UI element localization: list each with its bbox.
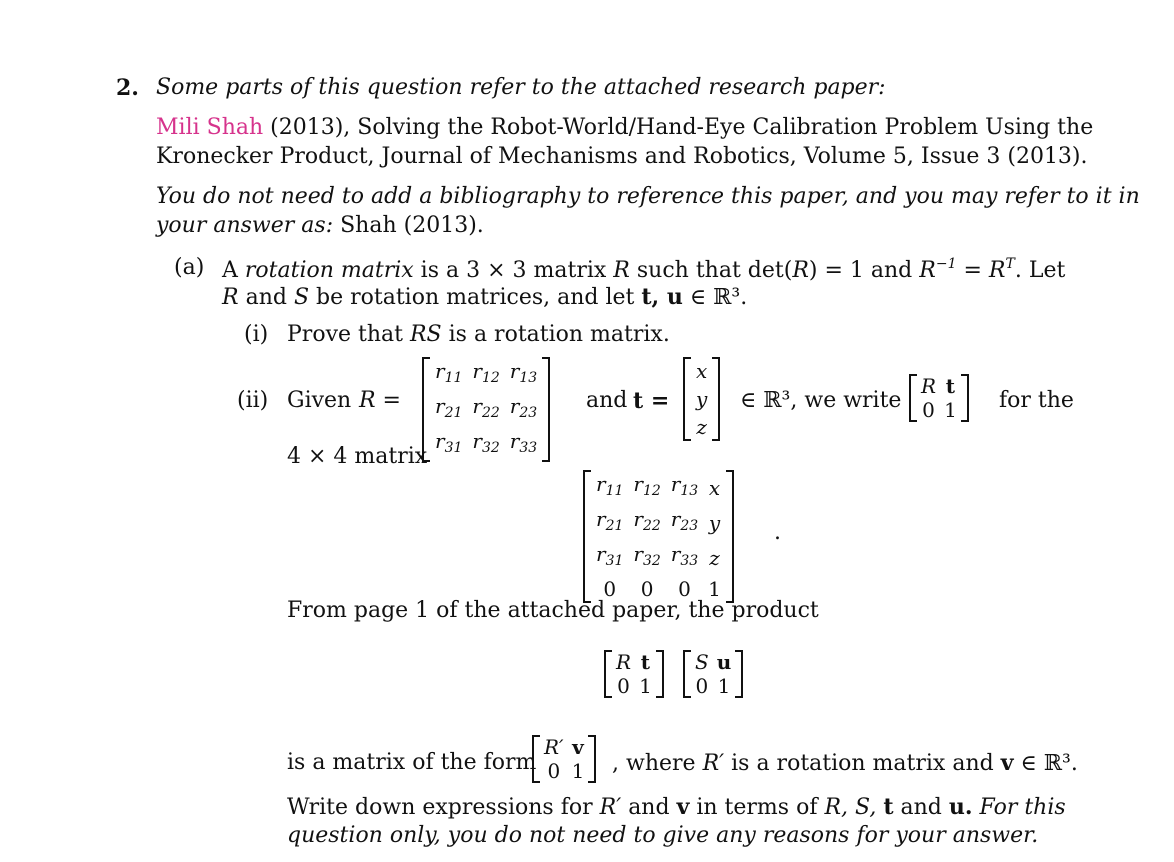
symbol-R-prime: R′ (702, 751, 725, 776)
symbol-R: R, (824, 795, 849, 820)
cell: $r_{12}$ (472, 359, 500, 386)
cell: z (696, 415, 707, 439)
cell: x (708, 475, 721, 500)
text: A (222, 258, 238, 283)
write-down-line (287, 796, 1066, 819)
bracket-right (961, 374, 969, 422)
matrix-t-grid (691, 357, 712, 441)
note-line-1: You do not need to add a bibliography to reference this paper, and you may refer to it in (156, 184, 1140, 209)
cell: 0 (922, 398, 935, 422)
bracket-right (712, 357, 720, 441)
symbol-S: S (293, 285, 310, 310)
part-ii-given: Given (287, 388, 352, 413)
part-a-line-2 (222, 286, 747, 309)
matrix-Su-product (683, 650, 743, 698)
cell: y (708, 510, 721, 535)
cell: t (640, 650, 651, 674)
matrix-R (422, 357, 550, 462)
symbol-t: t (883, 794, 894, 820)
cell: S (695, 650, 709, 674)
cell: $r_{33}$ (670, 542, 699, 569)
cell: R′ (544, 735, 564, 759)
cell: R (616, 650, 632, 674)
cell: $r_{33}$ (509, 429, 538, 456)
bracket-left (583, 470, 591, 603)
symbol-R: R (613, 258, 630, 283)
matrix-t (683, 357, 720, 441)
symbol-R-transpose: $R^T$ (988, 256, 1015, 283)
last-line: question only, you do not need to give any reasons for your answer. (287, 823, 1039, 848)
matrix-Rv-grid (540, 735, 588, 783)
bracket-left (683, 357, 691, 441)
text: Write down expressions for (287, 795, 593, 820)
text: is a rotation matrix and (731, 751, 994, 776)
text: , (612, 751, 619, 776)
text: and (628, 795, 670, 820)
cell: z (709, 545, 720, 570)
cell: 1 (944, 398, 957, 422)
cell: x (696, 359, 708, 383)
part-ii-for-the: for the (999, 388, 1074, 413)
part-i-text (287, 324, 670, 346)
symbol-v: v (1000, 750, 1014, 776)
note-line-2 (156, 215, 484, 237)
bracket-right (542, 357, 550, 462)
text: such that det( (636, 258, 793, 283)
bracket-right (735, 650, 743, 698)
part-ii-line-2: 4 × 4 matrix (287, 444, 428, 469)
cell: u (716, 650, 732, 674)
cell: $r_{22}$ (633, 507, 661, 534)
symbol-R-prime: R′ (599, 795, 622, 820)
cell: $r_{11}$ (435, 359, 463, 386)
text: . Let (1014, 258, 1066, 283)
part-ii-label: (ii) (237, 388, 269, 413)
text: where (626, 751, 696, 776)
cell: 0 (617, 674, 630, 698)
text: in terms of (696, 795, 818, 820)
text: and (900, 795, 942, 820)
cell: 0 (547, 759, 561, 783)
question-number: 2. (116, 75, 139, 101)
cell: $r_{13}$ (509, 359, 538, 386)
matrix-4x4 (583, 470, 734, 603)
bracket-right (726, 470, 734, 603)
cell: $r_{12}$ (633, 472, 661, 499)
cell: 1 (717, 674, 731, 698)
bracket-left (604, 650, 612, 698)
cell: y (696, 387, 708, 411)
form-line-rest (612, 752, 1078, 775)
cell: 0 (603, 577, 617, 601)
bracket-left (909, 374, 917, 422)
symbol-S: S, (855, 795, 877, 820)
matrix-Rt-small (909, 374, 969, 422)
cell: $r_{13}$ (670, 472, 699, 499)
cell: $r_{31}$ (596, 542, 624, 569)
text: ∈ ℝ³. (689, 285, 748, 310)
cell: 0 (640, 577, 654, 601)
part-i-label: (i) (244, 322, 269, 347)
cell: 0 (678, 577, 691, 601)
cell: $r_{23}$ (670, 507, 699, 534)
symbol-R: R (792, 258, 809, 283)
cell: 1 (639, 674, 652, 698)
part-ii-and: and (586, 388, 628, 413)
term-rotation-matrix: rotation matrix (244, 258, 414, 283)
reference-line-1 (156, 117, 1093, 139)
cell: 1 (571, 759, 585, 783)
matrix-Rt-product-grid (612, 650, 656, 698)
symbol-RS: RS (409, 322, 442, 347)
symbol-R: R (222, 285, 239, 310)
matrix-Rt-product (604, 650, 664, 698)
bracket-left (683, 650, 691, 698)
bracket-right (656, 650, 664, 698)
from-page-text: From page 1 of the attached paper, the product (287, 598, 819, 623)
cell: $r_{11}$ (596, 472, 624, 499)
bracket-right (588, 735, 596, 783)
text: is a 3 × 3 matrix (420, 258, 607, 283)
symbol-t-u: t, u (641, 284, 683, 310)
matrix-Rt-grid (917, 374, 961, 422)
matrix-R-grid (430, 357, 542, 462)
part-ii-R-eq: R = (359, 388, 401, 413)
text: be rotation matrices, and let (316, 285, 635, 310)
cell: $r_{32}$ (633, 542, 661, 569)
cell: t (945, 374, 956, 398)
text: is a rotation matrix. (448, 322, 670, 347)
matrix-4x4-grid (591, 470, 726, 603)
cell: $r_{22}$ (472, 394, 500, 421)
symbol-R-inverse: $R^{-1}$ (919, 256, 957, 283)
bracket-left (532, 735, 540, 783)
author-link[interactable]: Mili Shah (156, 115, 264, 140)
part-a-label: (a) (174, 255, 205, 280)
cell: v (572, 735, 584, 759)
note-line-2-roman: Shah (2013). (340, 213, 484, 238)
cell: R (921, 374, 937, 398)
period: . (774, 520, 781, 545)
text: = (963, 258, 982, 283)
part-ii-in-R3: ∈ ℝ³, we write (740, 388, 902, 413)
cell: $r_{31}$ (435, 429, 463, 456)
reference-text-1: (2013), Solving the Robot-World/Hand-Eye Calibration Problem Using the (270, 115, 1094, 140)
symbol-u: u. (948, 794, 973, 820)
text: Prove that (287, 322, 403, 347)
text: For this (979, 795, 1066, 820)
matrix-Rv (532, 735, 596, 783)
part-a-line-1 (222, 257, 1065, 282)
cell: $r_{32}$ (472, 429, 500, 456)
matrix-Su-product-grid (691, 650, 735, 698)
is-matrix-text: is a matrix of the form (287, 750, 537, 775)
symbol-v: v (676, 794, 690, 820)
cell: 0 (695, 674, 709, 698)
text: ∈ ℝ³. (1020, 751, 1078, 776)
text: and (245, 285, 287, 310)
cell: 1 (708, 577, 721, 601)
cell: $r_{23}$ (509, 394, 538, 421)
part-ii-t-eq: t = (633, 388, 670, 414)
cell: $r_{21}$ (596, 507, 624, 534)
cell: $r_{21}$ (435, 394, 463, 421)
question-intro: Some parts of this question refer to the attached research paper: (156, 75, 886, 100)
note-line-2-italic: your answer as: (156, 213, 334, 238)
text: ) = 1 and (808, 258, 913, 283)
reference-line-2: Kronecker Product, Journal of Mechanisms and Robotics, Volume 5, Issue 3 (2013). (156, 144, 1088, 169)
